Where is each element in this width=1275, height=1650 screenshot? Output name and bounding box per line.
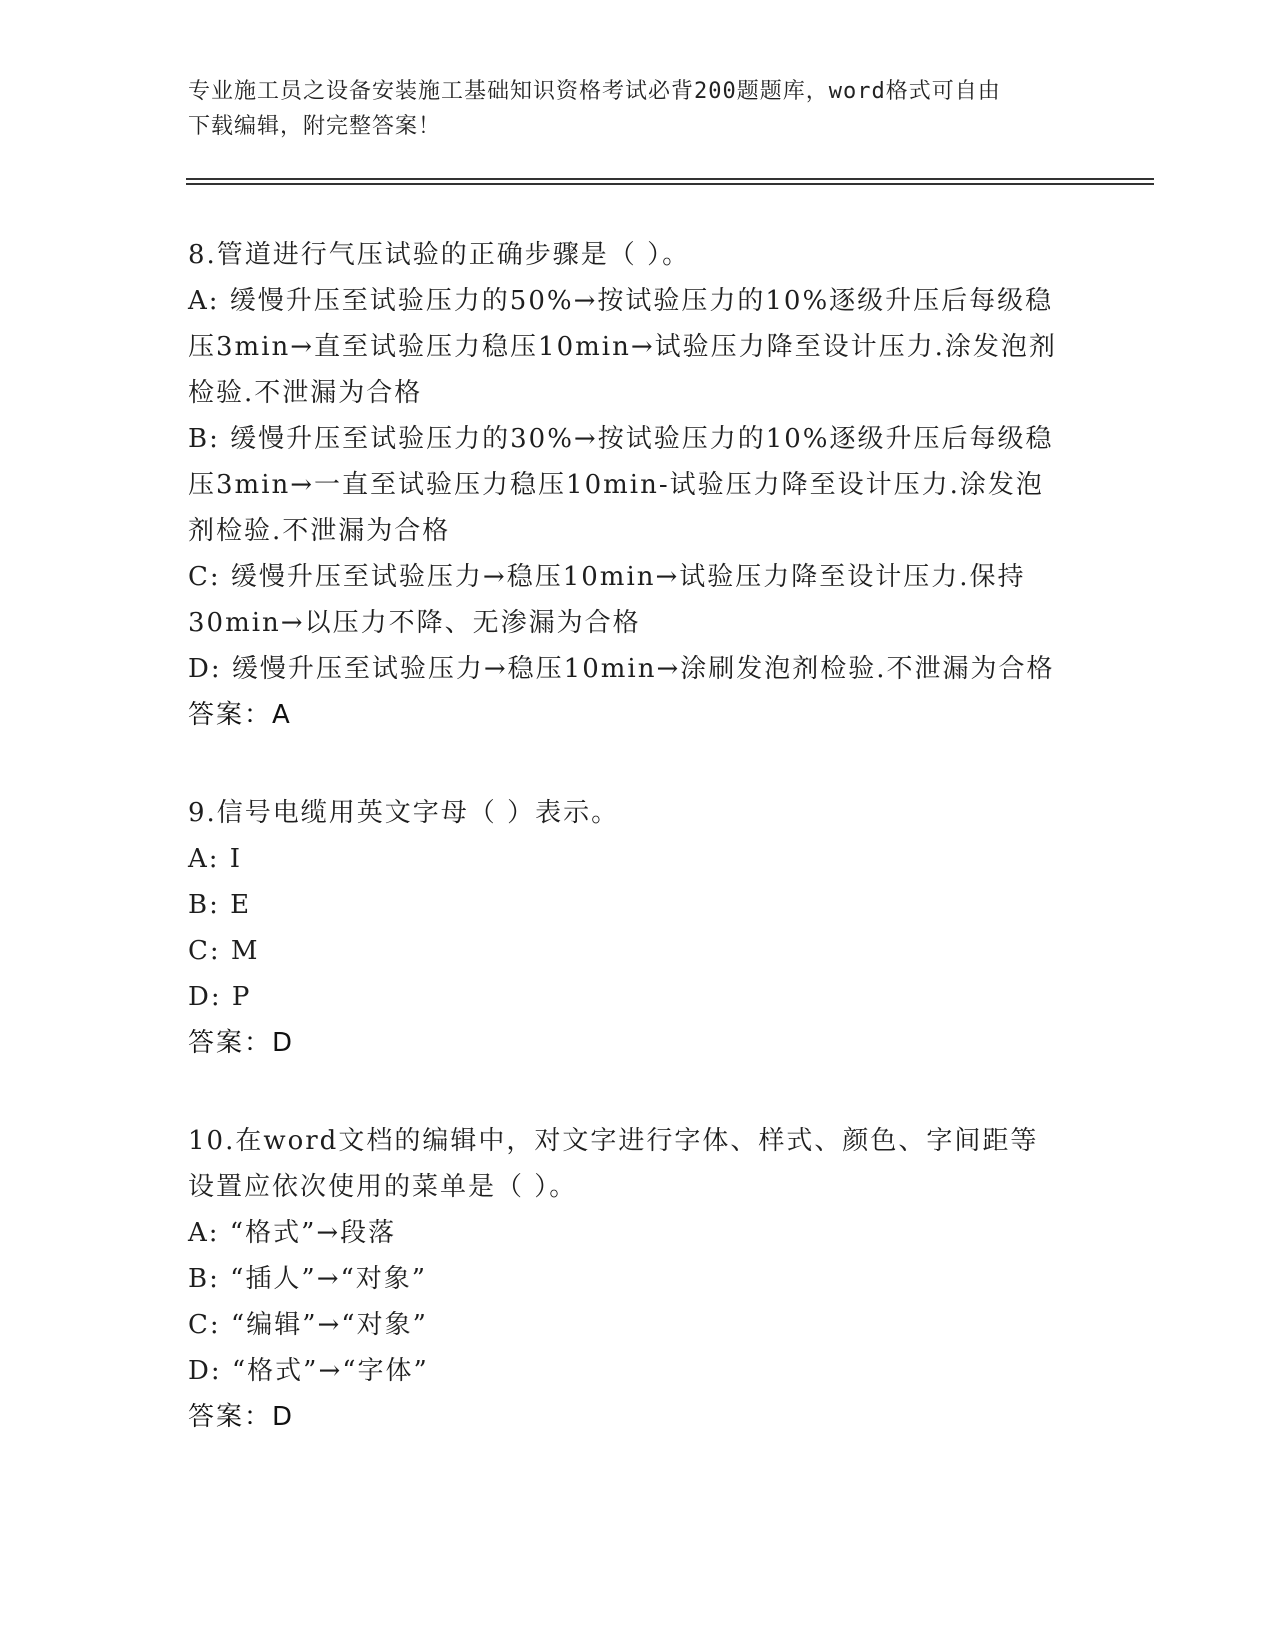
header-divider-top [186,178,1154,180]
question-10-stem: 10.在word文档的编辑中，对文字进行字体、样式、颜色、字间距等 [188,1126,1039,1156]
question-8-option-a: A: 缓慢升压至试验压力的50%→按试验压力的10%逐级升压后每级稳 [188,286,1054,316]
question-8-stem: 8.管道进行气压试验的正确步骤是（ ）。 [188,240,691,270]
question-10-stem-cont: 设置应依次使用的菜单是（ ）。 [188,1172,578,1202]
question-10-option-c: C: “编辑”→“对象” [188,1310,428,1340]
document-header [188,74,1068,144]
question-8-option-c: C: 缓慢升压至试验压力→稳压10min→试验压力降至设计压力.保持 [188,562,1026,592]
question-9 [188,790,1088,1066]
question-8 [188,232,1088,738]
question-10-answer: 答案：D [188,1402,295,1432]
header-line-2: 下载编辑，附完整答案！ [188,114,442,139]
question-9-answer: 答案：D [188,1028,295,1058]
question-9-option-c: C: M [188,936,260,966]
question-8-option-b-cont: 压3min→一直至试验压力稳压10min-试验压力降至设计压力.涂发泡 [188,470,1044,500]
question-8-option-c-cont: 30min→以压力不降、无渗漏为合格 [188,608,641,638]
header-line-1: 专业施工员之设备安装施工基础知识资格考试必背200题题库，word格式可自由 [188,79,1001,104]
question-8-option-b: B: 缓慢升压至试验压力的30%→按试验压力的10%逐级升压后每级稳 [188,424,1054,454]
question-8-answer: 答案：A [188,700,292,730]
question-8-option-a-cont: 检验.不泄漏为合格 [188,378,423,408]
question-9-option-a: A: I [188,844,243,874]
question-8-option-b-cont: 剂检验.不泄漏为合格 [188,516,451,546]
question-9-option-d: D: P [188,982,252,1012]
question-8-option-d: D: 缓慢升压至试验压力→稳压10min→涂刷发泡剂检验.不泄漏为合格 [188,654,1055,684]
question-list [188,232,1088,1492]
header-divider-bottom [186,183,1154,185]
question-10-option-d: D: “格式”→“字体” [188,1356,429,1386]
question-9-stem: 9.信号电缆用英文字母（ ）表示。 [188,798,620,828]
question-10-option-b: B: “插人”→“对象” [188,1264,428,1294]
question-10 [188,1118,1088,1440]
question-8-option-a-cont: 压3min→直至试验压力稳压10min→试验压力降至设计压力.涂发泡剂 [188,332,1057,362]
question-9-option-b: B: E [188,890,252,920]
question-10-option-a: A: “格式”→段落 [188,1218,397,1248]
